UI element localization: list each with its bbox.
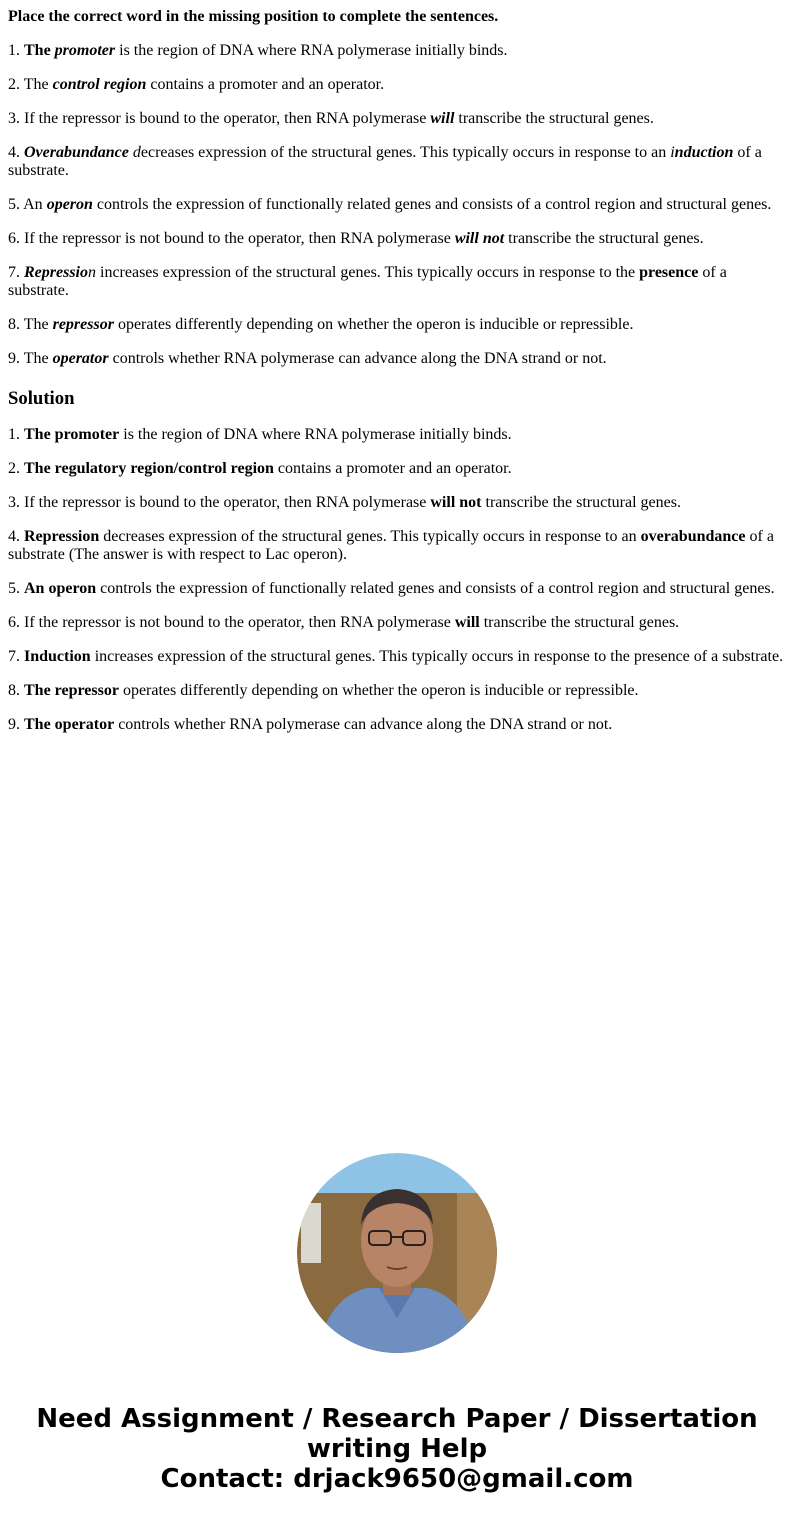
promo-line-1: Need Assignment / Research Paper / Dissertation writing Help	[36, 1404, 758, 1464]
question-item	[8, 316, 788, 334]
solution-text-part: is the region of DNA where RNA polymerase initially binds.	[119, 426, 512, 443]
solution-item	[8, 682, 788, 700]
solution-answer: Repression	[24, 528, 100, 545]
question-text-part: controls the expression of functionally related genes and consists of a control region and structural genes.	[92, 196, 772, 213]
question-text-part: If the repressor is bound to the operator, then RNA polymerase	[24, 110, 431, 127]
answer-word: operator	[52, 350, 109, 367]
solution-answer: will not	[430, 494, 482, 511]
solution-text-part: If the repressor is not bound to the operator, then RNA polymerase	[24, 614, 455, 631]
question-number: 6.	[8, 230, 24, 247]
question-item	[8, 76, 788, 94]
document-body	[8, 8, 788, 734]
solution-text-part: controls whether RNA polymerase can advance along the DNA strand or not.	[114, 716, 613, 733]
solution-number: 8.	[8, 682, 24, 699]
question-number: 5.	[8, 196, 24, 213]
question-text-part: d	[128, 144, 141, 161]
answer-word: Repressio	[24, 264, 88, 281]
solution-item	[8, 528, 788, 564]
question-item	[8, 196, 788, 214]
question-text-part: of a substrate.	[8, 264, 727, 299]
solution-text-part: transcribe the structural genes.	[481, 494, 681, 511]
solution-number: 1.	[8, 426, 24, 443]
solution-item	[8, 460, 788, 478]
question-item	[8, 42, 788, 60]
question-number: 4.	[8, 144, 24, 161]
avatar-portrait	[297, 1153, 497, 1353]
answer-word: operon	[46, 196, 93, 213]
solution-answer: overabundance	[640, 528, 746, 545]
solution-text-part: decreases expression of the structural genes. This typically occurs in response to an	[99, 528, 641, 545]
solution-item	[8, 494, 788, 512]
question-list	[8, 42, 788, 368]
solution-number: 6.	[8, 614, 24, 631]
answer-word: nduction	[674, 144, 734, 161]
question-number: 7.	[8, 264, 24, 281]
answer-word: will	[430, 110, 455, 127]
question-text-part: The	[23, 316, 53, 333]
solution-heading: Solution	[8, 388, 75, 409]
question-text-part: operates differently depending on whether the operon is inducible or repressible.	[113, 316, 634, 333]
avatar	[297, 1153, 497, 1353]
solution-item	[8, 614, 788, 632]
question-item	[8, 230, 788, 248]
solution-answer: The repressor	[24, 682, 119, 699]
answer-word: repressor	[52, 316, 114, 333]
question-text-part: contains a promoter and an operator.	[146, 76, 385, 93]
solution-text-part: increases expression of the structural genes. This typically occurs in response to the presence of a substrate.	[90, 648, 784, 665]
question-number: 8.	[8, 316, 24, 333]
question-item	[8, 350, 788, 368]
question-number: 1.	[8, 42, 24, 59]
question-text-part: An	[23, 196, 47, 213]
solution-answer: An operon	[24, 580, 97, 597]
question-text-part: The	[23, 350, 53, 367]
question-text-part: The	[24, 42, 55, 59]
answer-word: control region	[52, 76, 147, 93]
question-text-part: controls whether RNA polymerase can advance along the DNA strand or not.	[108, 350, 607, 367]
question-item	[8, 144, 788, 180]
solution-text-part: of a substrate (The answer is with respect to Lac operon).	[8, 528, 774, 563]
answer-word: presence	[639, 264, 699, 281]
question-number: 3.	[8, 110, 24, 127]
instructions: Place the correct word in the missing position to complete the sentences.	[8, 8, 499, 25]
question-item	[8, 264, 788, 300]
question-text-part: transcribe the structural genes.	[454, 110, 654, 127]
answer-word: Overabundance	[24, 144, 129, 161]
solution-number: 9.	[8, 716, 24, 733]
solution-item	[8, 426, 788, 444]
promo-banner	[0, 1404, 794, 1494]
answer-word: promoter	[54, 42, 116, 59]
question-text-part: increases expression of the structural genes. This typically occurs in response to the	[96, 264, 640, 281]
question-text-part: of a substrate.	[8, 144, 762, 179]
solution-answer: The regulatory region/control region	[24, 460, 274, 477]
avatar-wall-switchboard	[301, 1203, 321, 1263]
question-text-part: transcribe the structural genes.	[504, 230, 704, 247]
solution-answer: The operator	[24, 716, 115, 733]
solution-number: 2.	[8, 460, 24, 477]
solution-item	[8, 580, 788, 598]
promo-contact: Contact: drjack9650@gmail.com	[160, 1464, 634, 1494]
solution-answer: The promoter	[24, 426, 120, 443]
solution-item	[8, 648, 788, 666]
question-item	[8, 110, 788, 128]
solution-text-part: contains a promoter and an operator.	[273, 460, 512, 477]
solution-number: 3.	[8, 494, 24, 511]
solution-number: 5.	[8, 580, 24, 597]
solution-number: 4.	[8, 528, 24, 545]
avatar-wall-carving	[457, 1193, 497, 1353]
question-number: 2.	[8, 76, 24, 93]
solution-text-part: transcribe the structural genes.	[479, 614, 680, 631]
solution-answer: Induction	[24, 648, 91, 665]
solution-answer: will	[454, 614, 480, 631]
solution-text-part: operates differently depending on whether the operon is inducible or repressible.	[118, 682, 639, 699]
question-text-part: ecreases expression of the structural genes. This typically occurs in response to an	[140, 144, 671, 161]
question-text-part: The	[23, 76, 53, 93]
question-text-part: is the region of DNA where RNA polymerase initially binds.	[115, 42, 508, 59]
question-text-part: If the repressor is not bound to the operator, then RNA polymerase	[24, 230, 455, 247]
solution-text-part: controls the expression of functionally related genes and consists of a control region and structural genes.	[96, 580, 775, 597]
question-number: 9.	[8, 350, 24, 367]
solution-number: 7.	[8, 648, 24, 665]
solution-text-part: If the repressor is bound to the operator, then RNA polymerase	[24, 494, 431, 511]
answer-word: will not	[454, 230, 505, 247]
solution-item	[8, 716, 788, 734]
question-text-part: i	[670, 144, 675, 161]
question-text-part: n	[88, 264, 96, 281]
solution-list	[8, 426, 788, 734]
